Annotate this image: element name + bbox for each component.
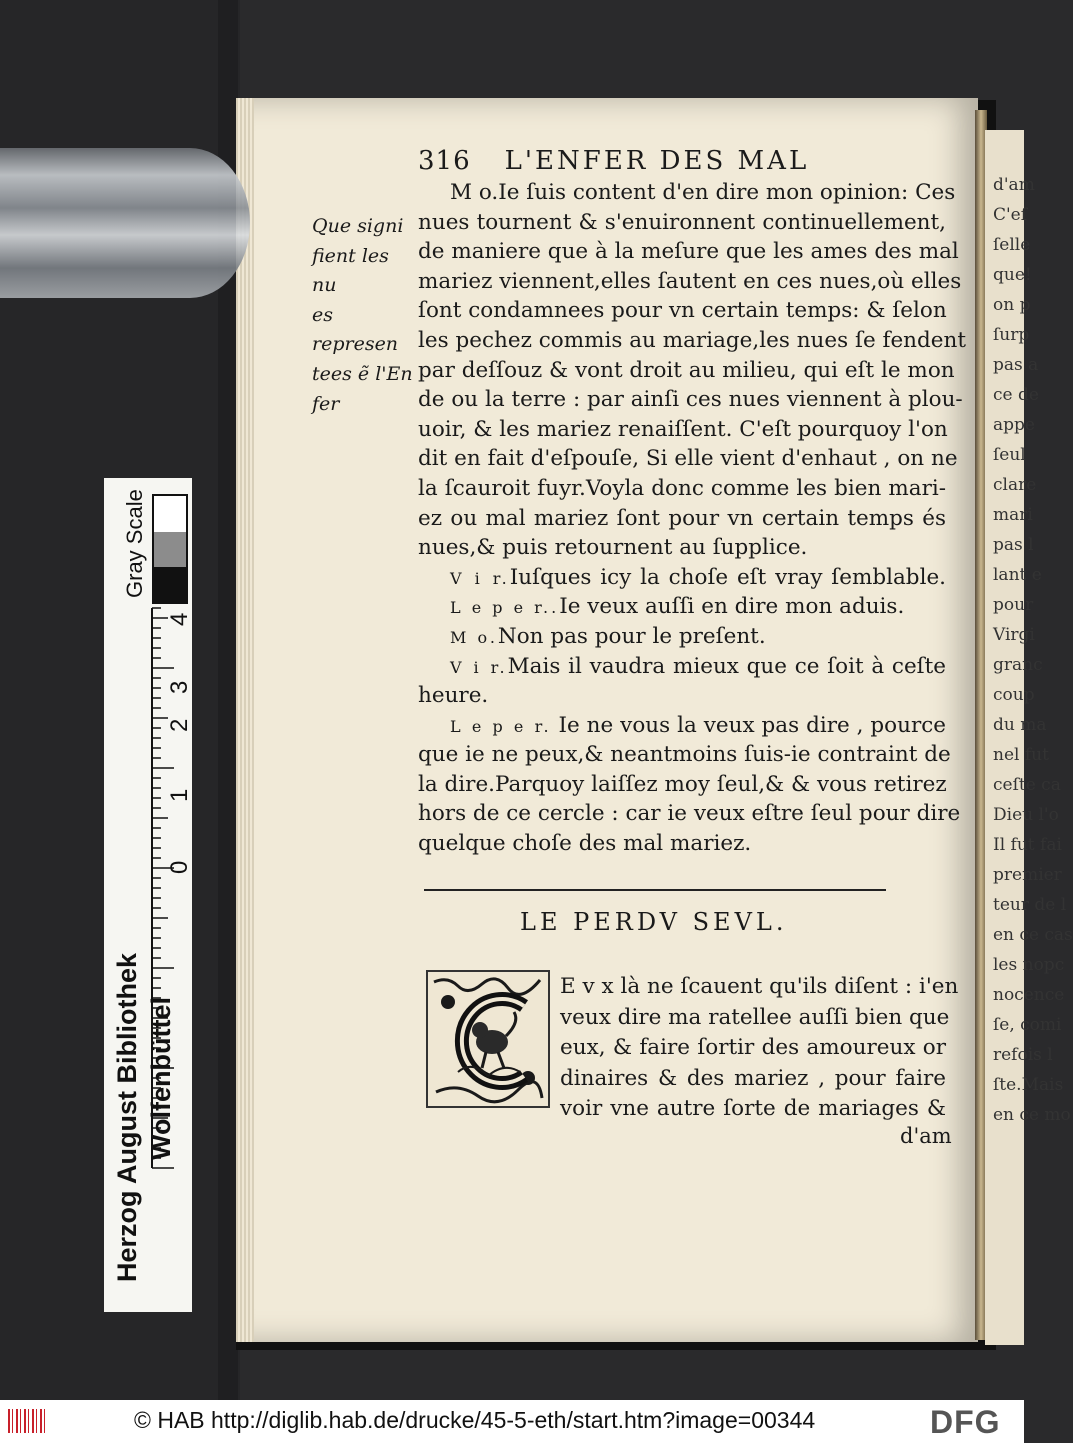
text-line: de maniere que à la meſure que les ames des mal: [418, 239, 959, 265]
running-title: L'ENFER DES MAL: [504, 146, 810, 176]
text-line: quelque choſe des mal mariez.: [418, 831, 752, 857]
text-line: uoir, & les mariez renaiſſent. C'eſt pourquoy l'on: [418, 416, 948, 442]
catchword: d'am: [900, 1124, 952, 1148]
page-number: 316: [418, 146, 471, 176]
speaker: V i r.: [450, 568, 510, 588]
decorated-initial-c: [426, 970, 550, 1108]
dfg-logo: DFG: [930, 1404, 1001, 1440]
section-rule: [424, 889, 886, 891]
next-page-fragment: [985, 130, 1073, 1345]
dialogue-text: Mais il vaudra mieux que ce ſoit à ceſte: [507, 653, 947, 679]
institution-city: Wolfenbüttel: [146, 997, 176, 1160]
section-text-block: [560, 972, 959, 1125]
text-line: de ou la terre : par ainſi ces nues viennent à plou-: [418, 387, 963, 413]
text-line: hors de ce cercle : car ie veux eſtre ſeul pour dire: [418, 801, 961, 827]
text-line: voir vne autre ſorte de mariages &: [560, 1096, 946, 1122]
margin-note-line: fer: [312, 392, 340, 415]
margin-note-line: tees ẽ l'En: [312, 362, 413, 385]
text-line: E v x là ne ſcauent qu'ils diſent : i'en: [560, 974, 959, 999]
text-line: M o.Ie ſuis content d'en dire mon opinion: Ces: [450, 180, 956, 205]
dialogue-text: Ie ne vous la veux pas dire , pource: [558, 712, 947, 738]
text-line: heure.: [418, 683, 489, 709]
ruler-number: 2: [166, 718, 193, 732]
gray-patch-black: [154, 567, 186, 602]
speaker: L e p e r..: [450, 598, 560, 618]
text-line: par deſſouz & vont droit au milieu, qui eſt le mon: [418, 357, 955, 383]
running-header: [418, 146, 809, 176]
text-line: que ie ne peux,& neantmoins ſuis-ie contraint de: [418, 742, 951, 768]
gray-patch-gray: [154, 532, 186, 567]
gray-scale-label: Gray Scale: [122, 489, 147, 598]
glass-page-holder: [0, 148, 250, 298]
text-line: dinaires & des mariez , pour faire: [560, 1065, 946, 1091]
dialogue-line: [418, 592, 946, 622]
gray-scale-patches: [152, 494, 188, 604]
text-line: la dire.Parquoy laiſſez moy ſeul,& & vous retirez: [418, 771, 947, 797]
margin-note-line: fient les nu: [312, 244, 389, 297]
ruler-number: 3: [166, 680, 193, 694]
text-line: eux, & faire ſortir des amoureux or: [560, 1035, 946, 1061]
footer-bar: [0, 1400, 1024, 1443]
text-line: ſont condamnees pour vn certain temps: & ſelon: [418, 298, 947, 324]
text-line: les pechez commis au mariage,les nues ſe fendent: [418, 327, 966, 353]
text-line: mariez viennent,elles ſautent en ces nues,où elles: [418, 268, 962, 294]
text-line: ez ou mal mariez ſont pour vn certain temps és: [418, 505, 946, 531]
text-line: la ſcauroit fuyr.Voyla donc comme les bien mari-: [418, 475, 946, 501]
copyright-url[interactable]: © HAB http://diglib.hab.de/drucke/45-5-eth/start.htm?image=00344: [134, 1407, 816, 1433]
ruler-number: 1: [166, 788, 193, 802]
page-edge: [236, 98, 254, 1342]
dialogue-line: [418, 622, 946, 652]
dialogue-text: Non pas pour le preſent.: [497, 623, 766, 649]
ruler-number: 4: [166, 612, 193, 626]
text-line: nues tournent & s'enuironnent continuellement,: [418, 209, 946, 235]
gray-patch-white: [154, 496, 186, 532]
hab-logo-icon: [8, 1409, 48, 1433]
dialogue-line: [418, 652, 946, 682]
margin-note-line: es represen: [312, 303, 399, 356]
decorated-initial-c-graphic: [428, 972, 548, 1106]
speaker: V i r.: [450, 657, 508, 677]
dialogue-line: [418, 563, 946, 593]
dialogue-text: Ie veux auſſi en dire mon aduis.: [559, 594, 905, 620]
speaker: M o.: [450, 627, 498, 647]
section-title: LE PERDV SEVL.: [520, 908, 788, 936]
next-page-text: d'am C'eſ ſelle que! on p ſurp pas a ce de appe ſeul clare mari pas l lant e pour Virgi granc coup du ma nel fut ceſte ca Dieu l'o Il fut fai premier teur de l en ce cas les nopc nocence ſe, comi refois l ſte.Mais en ce mo: [993, 175, 1073, 1125]
text-line: dit en fait d'eſpouſe, Si elle vient d'enhaut , on ne: [418, 446, 958, 472]
text-line: nues,& puis retournent au ſupplice.: [418, 535, 808, 561]
margin-note-line: Que signi: [312, 215, 404, 237]
ruler-number: 0: [166, 860, 193, 874]
margin-note: [312, 212, 418, 419]
dialogue-text: Iuſques icy la choſe eſt vray ſemblable.: [509, 564, 947, 590]
institution-name: Herzog August Bibliothek: [112, 953, 142, 1282]
text-line: veux dire ma ratellee auſſi bien que: [560, 1004, 950, 1030]
main-text-block: [418, 178, 966, 859]
speaker: L e p e r.: [450, 716, 552, 736]
dialogue-line: [418, 711, 946, 741]
